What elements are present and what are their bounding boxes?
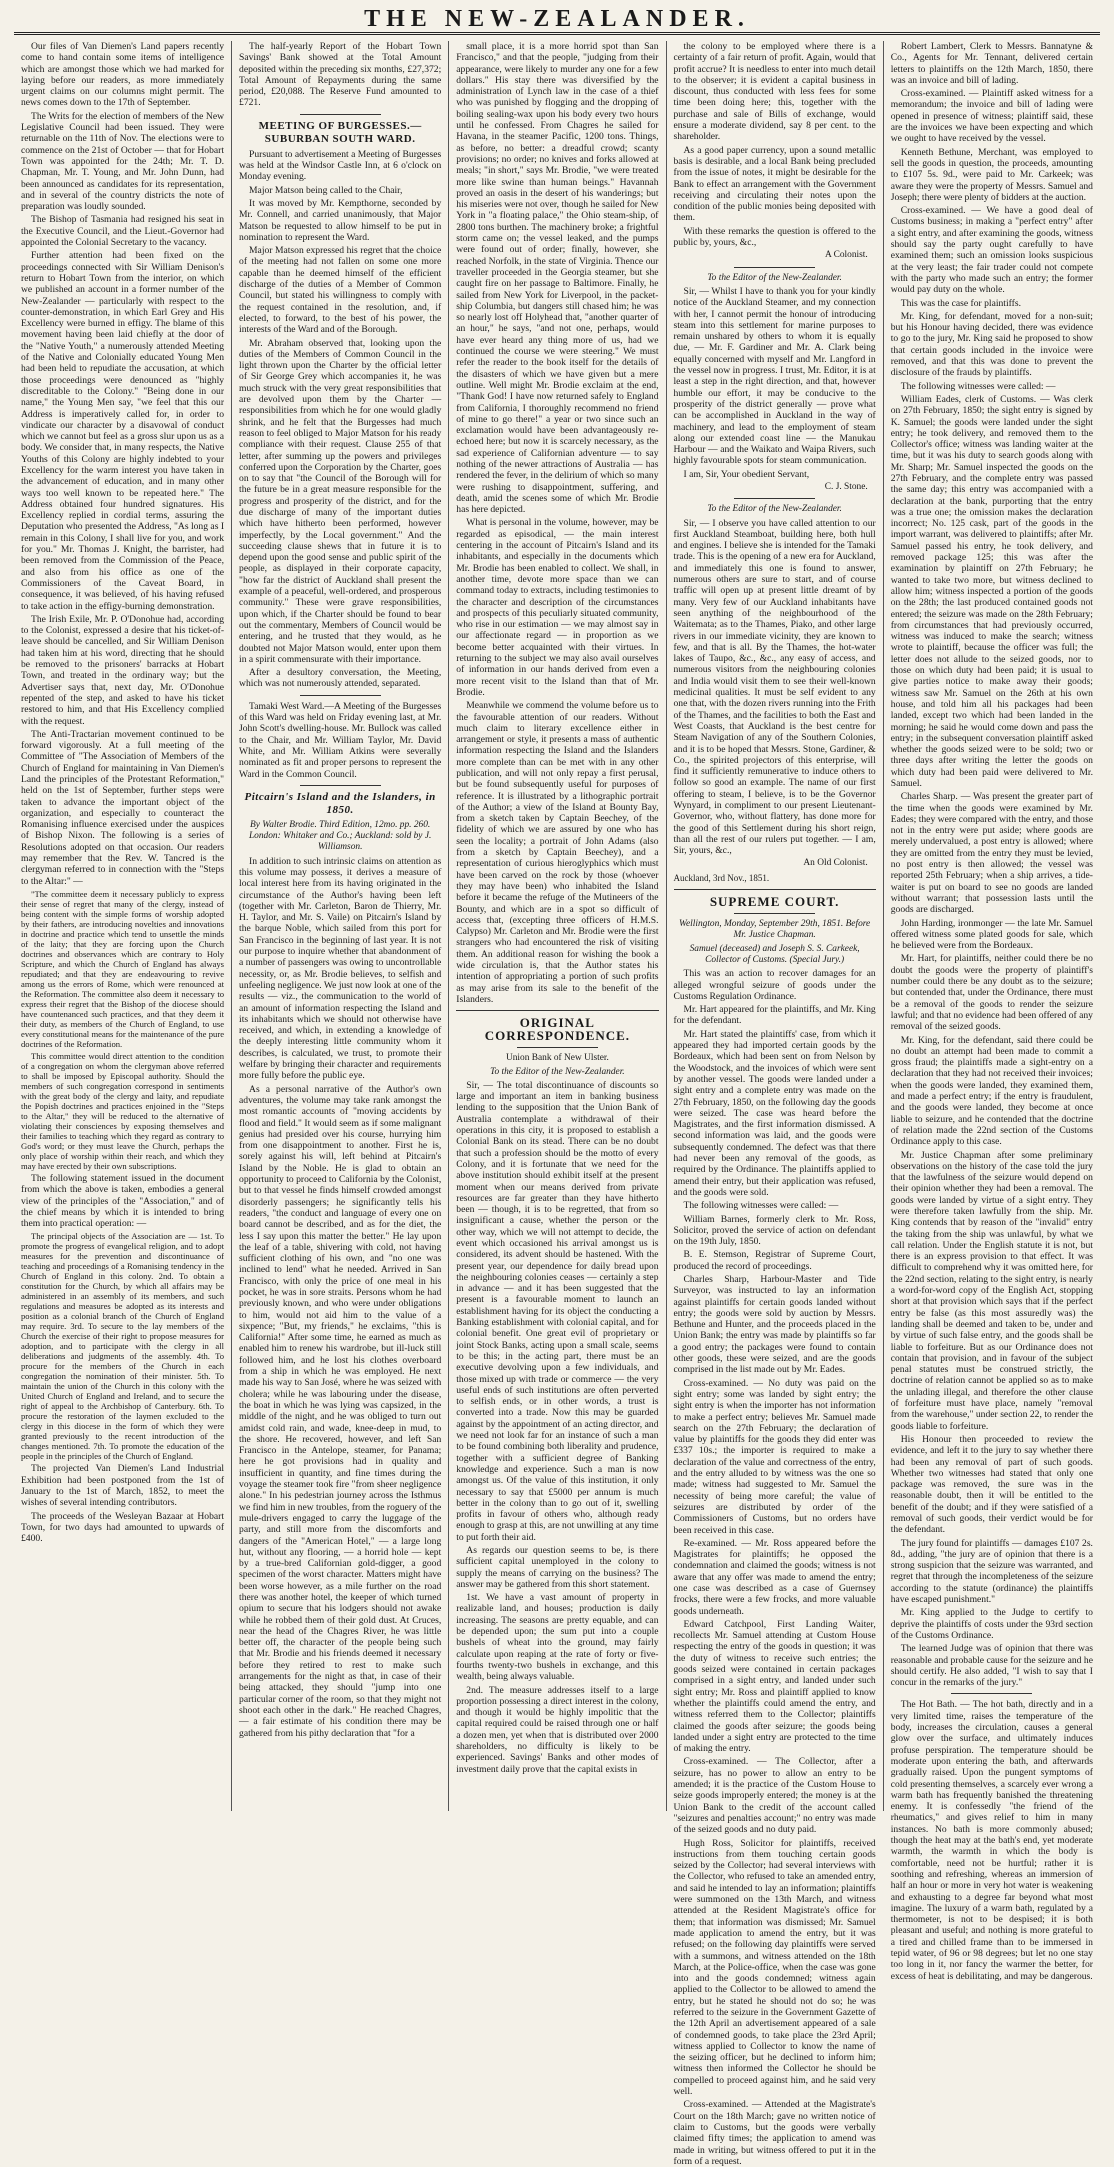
paragraph: William Barnes, formerly clerk to Mr. Ross, Solicitor, proved the service of action on defendant on the 19th July, 1850. [673, 1213, 876, 1248]
divider [734, 913, 815, 914]
paragraph: Cross-examined. — No duty was paid on the sight entry; some was landed by sight entry; the sight entry is when the importer has not information to make a perfect entry; believes Mr. Samuel made search on the 27th February; the declaration of value by plaintiffs for the goods they did enter was £337 10s.; the importer is required to make a declaration of the value and correctness of the entry, and the entry alluded to by witness was the one so made; witness had suggested to Mr. Samuel the necessity of being more careful; the value of seizures are distributed by order of the Commissioners of Customs, but no orders have been received in this case. [673, 1377, 876, 1536]
signature: A Colonist. [825, 250, 868, 261]
paragraph: Major Matson being called to the Chair, [249, 184, 403, 196]
paragraph: Mr. Hart stated the plaintiffs' case, from which it appeared they had imported certain goods by the Bordeaux, which had been sent on from Nelson by the Woodstock, and the invoices of which were sent by another vessel. The goods were landed under a sight entry and a complete entry was made on the 27th February, 1850, on the following day the goods were seized. The case was heard before the Magistrates, and the first information dismissed. A second information was laid, and the goods were subsequently condemned. The defect was that there had never been any removal of the goods, as required by the Ordinance. The plaintiffs applied to amend their entry, but their application was refused, and the goods were sold. [673, 1028, 876, 1198]
paragraph: The jury found for plaintiffs — damages £107 2s. 8d., adding, "the jury are of opinion that there is a strong suspicion that the seizure was warranted, and regret that through the incompleteness of the seizure according to the statute (ordinance) the plaintiffs have escaped punishment." [890, 1537, 1093, 1606]
paragraph: Re-examined. — Mr. Ross appeared before the Magistrates for plaintiffs; he opposed the condemnation and claimed the goods; witness is not aware that any offer was made to amend the entry; one case was described as a case of Guernsey frocks, there were a few frocks, and more valuable goods underneath. [673, 1537, 876, 1617]
paragraph: In addition to such intrinsic claims on attention as this volume may possess, it derives a measure of local interest here from its having originated in the circumstance of the Author's having been left (together with Mr. Carleton, Baron de Thierry, Mr. H. Taylor, and Mr. S. Vaile) on Pitcairn's Island by the barque Noble, which sailed from this port for San Francisco in the beginning of last year. It is not our purpose to inquire whether that abandonment of a number of passengers was owing to uncontrollable necessity, or, as Mr. Brodie believes, to selfish and unfeeling negligence. We just now look at one of the results — viz., the communication to the world of an amount of information respecting the Island and its inhabitants which we should not otherwise have received, and which, in extending a knowledge of the deeply interesting little community whom it describes, is calculated, we trust, to promote their welfare by bringing their character and requirements more fully before the public eye. [239, 855, 442, 1082]
paragraph: 2nd. The measure addresses itself to a large proportion possessing a direct interest in the colony, and though it would be highly impolitic that the capital required could be raised through one or half a dozen men, yet when that is distributed over 2000 shareholders, no difficulty is likely to be experienced. Savings' Banks and other modes of investment daily prove that the capital exists in [456, 1684, 659, 1775]
divider [456, 1010, 658, 1011]
paragraph: Sir, — The total discontinuance of discounts so large and important an item in banking business lending to the supposition that the Union Bank of Australia contemplate a withdrawal of their operations in this city, it is proposed to establish a Colonial Bank on its stead. There can be no doubt that such a profession should be the motto of every Colony, and it is fortunate that we need for the above institution should exhibit itself at the present moment when our means derived from private resources are far greater than they have hitherto been — though, it is to be regretted, that from so insignificant a cause, whether the person or the other way, which we will not attempt to decide, the event which occasioned his arrival amongst us is considered, its advent should be hastened. With the present year, our dependence for daily bread upon the neighbouring colonies ceases — certainly a step in advance — and it has been suggested that the present is a favourable moment to launch an establishment having for its object the conducting a Banking establishment with colonial capital, and for colonial benefit. One great evil of proprietary or joint Stock Banks, acting upon a small scale, seems to be this; in the acting part, there must be an executive devolving upon a few individuals, and those mixed up with trade or commerce — the very useful ends of such institutions are often perverted to selfish ends, or in other words, a trust is converted into a trade. Now this may be guarded against by the appointment of an acting director, and we need not look far for an instance of such a man to be found combining both liberality and prudence, together with a sufficient degree of Banking knowledge and experience. Such a man is now amongst us. Of the value of this institution, it only necessary to say that £5000 per annum is much better in the colony than to go out of it, swelling profits in favour of others who, although ready enough to grasp at this, are not unwilling at any time to put forth their aid. [456, 1079, 659, 1543]
divider [674, 889, 876, 890]
paragraph: The Bishop of Tasmania had resigned his seat in the Executive Council, and the Lieut.-Governor had appointed the Colonial Secretary to the vacancy. [21, 214, 225, 249]
quoted-resolution: This committee would direct attention to the condition of a congregation on whom the clergyman above referred to shall be imposed by Episcopal authority. Should the members of such congregation correspond in sentiments with the great body of the clergy and laity, and repudiate the Popish doctrines and practices enjoined in the "Steps to the Altar," they will be reduced to the alternative of violating their consciences by exposing themselves and their families to teaching which they regard as contrary to God's word; or they must leave the Church, perhaps the only place of worship within their reach, and which they may have erected by their own subscriptions. [21, 1050, 225, 1171]
paragraph: The following witnesses were called: — [900, 380, 1056, 392]
paragraph: I am, Sir, Your obedient Servant, [683, 468, 810, 480]
paragraph: His Honour then proceeded to review the evidence, and left it to the jury to say whether there had been any removal of part of such goods. Whether two witnesses had stated that only one package was removed, the sure was in the reasonable doubt, then it will be entitled to the benefit of the doubt; and if they were satisfied of a removal of such goods, their verdict would be for the defendant. [890, 1433, 1093, 1536]
paragraph: It was moved by Mr. Kempthorne, seconded by Mr. Connell, and carried unanimously, that Major Matson be requested to allow himself to be put in nomination to represent the Ward. [239, 197, 442, 243]
paragraph: Mr. King, for defendant, moved for a non-suit; but his Honour having decided, there was evidence to go to the jury, Mr. King said he proposed to show that certain goods included in the invoice were removed, and that this was done to prevent the disclosure of the frauds by plaintiffs. [890, 310, 1093, 379]
signature: An Old Colonist. [803, 858, 868, 869]
paragraph: The learned Judge was of opinion that there was reasonable and probable cause for the seizure and he should certify. He also added, "I wish to say that I concur in the remarks of the jury." [890, 1643, 1093, 1689]
masthead: THE NEW-ZEALANDER. [14, 6, 1100, 35]
book-review-title: Pitcairn's Island and the Islanders, in 1850. [244, 790, 436, 816]
letter-date: Auckland, 3rd Nov., 1851. [673, 872, 770, 883]
paragraph: Cross-examined. — We have a good deal of Customs business; in making a "perfect entry" after a sight entry, and after examining the goods, witness should say the party ought carefully to have examined them; such an omission looks suspicious at the very least; the fair trader could not compete with the party who made such an entry; the former would pay duty on the whole. [890, 205, 1093, 296]
paragraph: With these remarks the question is offered to the public by, yours, &c., [673, 225, 876, 249]
divider [734, 498, 815, 499]
columns [14, 41, 1100, 2167]
paragraph: Mr. King applied to the Judge to certify to deprive the plaintiffs of costs under the 93rd section of the Customs Ordinance. [890, 1607, 1093, 1641]
divider [300, 785, 381, 786]
paragraph: Cross-examined. — The Collector, after a seizure, has no power to allow an entry to be amended; it is the practice of the Custom House to seize goods improperly entered; the money is at the Union Bank to the credit of the account called "seizures and penalties account;" no entry was made of the seized goods and no duty paid. [673, 1756, 876, 1836]
paragraph: small place, it is a more horrid spot than San Francisco," and that the people, "judging from their appearance, were likely to murder any one for a few dollars." His stay there was diversified by the administration of Lynch law in the case of a thief who was punished by flogging and the dropping of boiling sealing-wax upon his body every two hours until he confessed. From Chagres he sailed for Havana, in the steamer Pacific, 1200 tons. Things, as before, no better: a dreadful crowd; scanty provisions; no order; no knives and forks allowed at meals; "in short," says Mr. Brodie, "we were treated more like swine than human beings." Havannah proved an oasis in the desert of his wanderings; but his miseries were not over, though he sailed for New York in "a floating palace," the Ohio steam-ship, of 2800 tons burthen. The machinery broke; a frightful storm came on; the vessel leaked, and the pumps were found out of order; finally, however, she reached Norfolk, in the state of Virginia. Thence our traveller proceeded in the Georgia steamer, but she caught fire on her passage to Baltimore. Finally, he sailed from New York for Liverpool, in the packet-ship Columbia, but dangers still chased him; he was so nearly lost off Holyhead that, "another quarter of an hour," he says, "and not one, perhaps, would have ever heard any thing more of us, had we continued the course we were steering." We must refer the reader to the book itself for the details of the disasters of which we have given but a mere outline. Well might Mr. Brodie exclaim at the end, "Thank God! I have now returned safely to England from California, I thoroughly recommend no friend of mine to go there!" a year or two since such an exclamation would have been advantageously re-echoed here; but now it is scarcely necessary, as the sad experience of Californian adventure — to say nothing of the newer attractions of Australia — has rendered the fever, in the delirium of which so many were rushing to disappointment, suffering, and death, amid the scenes some of which Mr. Brodie has here depicted. [456, 41, 659, 516]
paragraph: Tamaki West Ward.—A Meeting of the Burgesses of this Ward was held on Friday evening last, at Mr. John Scott's dwelling-house. Mr. Bullock was called to the Chair, and Mr. William Taylor, Mr. David White, and Mr. William Atkins were severally nominated as fit and proper persons to represent the Ward in the Common Council. [239, 700, 442, 780]
divider [300, 114, 381, 115]
paragraph: Mr. Hart, for plaintiffs, neither could there be no doubt the goods were the property of plaintiff's number could there be any doubt as to the seizure; but contended that, under the Ordinance, there must be a removal of the goods to render the seizure lawful; and that no evidence had been offered of any removal of the seized goods. [890, 953, 1093, 1033]
paragraph: the colony to be employed where there is a certainty of a fair return of profit. Again, would that profit accrue? It is needless to enter into much detail to the observer; it is evident a capital business in discount, thus conducted with less fees for some time been doing here; this, together with the purchase and sale of Bills of exchange, would ensure a moderate dividend, say 8 per cent. to the shareholder. [673, 41, 876, 143]
section-heading: MEETING OF BURGESSES.—SUBURBAN SOUTH WARD. [258, 119, 422, 145]
paragraph: Sir, — I observe you have called attention to our first Auckland Steamboat, building here, both hull and engines. I believe she is intended for the Tamaki trade. This is the opening of a new era for Auckland, and immediately this one is found to answer, numerous others are sure to start, and of course traffic will open up at present little dreamt of by many. Very few of our Auckland inhabitants have seen anything of the neighbourhood of the Waitemata; as to the Thames, Piako, and other large rivers in our immediate vicinity, they are known to few, and that is all. By the Thames, the hot-water lakes of Taupo, &c., &c., any easy of access, and numerous visitors from the neighbouring colonies and India would visit them to see their well-known medicinal qualities. It must be self evident to any one that, with the dozen rivers running into the Frith of the Thames, and the facilities to both the East and West Coasts, that Auckland is the best centre for Steam Navigation of any of the Southern Colonies, and it is to be hoped that Messrs. Stone, Gardiner, & Co., the spirited projectors of this enterprise, will find it sufficiently remunerative to induce others to follow so good an example. The name of our first offering to steam, I believe, is to be the Governor Wynyard, in compliment to our present Lieutenant-Governor, who, without flattery, has done more for the good of this Settlement during his short reign, than all the rest of our rulers put together. — I am, Sir, yours, &c., [673, 517, 876, 857]
column-2 [231, 41, 448, 1811]
paragraph: The Irish Exile, Mr. P. O'Donohue had, according to the Colonist, expressed a desire that his ticket-of-leave should be cancelled, and Sir William Denison had taken him at his word, directing that he should be removed to the prisoners' barracks at Hobart Town, and treated in the ordinary way; but the Advertiser says that, next day, Mr. O'Donohue repented of the step, and asked to have his ticket restored to him, and that His Excellency complied with the request. [21, 613, 225, 727]
paragraph: Mr. Hart appeared for the plaintiffs, and Mr. King for the defendant. [673, 1004, 876, 1027]
paragraph: Charles Sharp. — Was present the greater part of the time when the goods were examined by Mr. Eades; they were compared with the entry, and those not in the entry were put aside; where goods are merely undervalued, a post entry is allowed; where they are omitted from the entry they must be levied, no post entry is then allowed; the vessel was reported 25th February; when a ship arrives, a tide-waiter is put on board to see no goods are landed without warrant; that possession lasts until the goods are discharged. [890, 791, 1093, 916]
paragraph: The Anti-Tractarian movement continued to be forward vigorously. At a full meeting of the Committee of "The Association of Members of the Church of England for maintaining in Van Diemen's Land the principles of the Protestant Reformation," held on the 1st of September, further steps were taken to advance the important object of the organization, and especially to counteract the Romanising influence exercised under the auspices of Bishop Nixon. The following is a series of Resolutions adopted on that occasion. Our readers may remember that the Rev. W. Tancred is the clergyman referred to in connection with the "Steps to the Altar:" — [21, 728, 225, 887]
paragraph: As a good paper currency, upon a sound metallic basis is desirable, and a local Bank being precluded from the issue of notes, it might be desirable for the Bank to effect an arrangement with the Government receiving and circulating their notes upon the condition of the public monies being deposited with them. [673, 144, 876, 224]
paragraph: This was an action to recover damages for an alleged wrongful seizure of goods under the Customs Regulation Ordinance. [673, 968, 876, 1002]
paragraph: As regards our question seems to be, is there sufficient capital unemployed in the colony to supply the means of carrying on the business? The answer may be gathered from this short statement. [456, 1545, 659, 1590]
paragraph: Cross-examined. — Plaintiff asked witness for a memorandum; the invoice and bill of lading were opened in presence of witness; plaintiff said, these are the invoices we have been expecting and which we ought to have received by the vessel. [890, 88, 1093, 145]
paragraph: This was the case for plaintiffs. [900, 297, 1021, 309]
paragraph: The half-yearly Report of the Hobart Town Savings' Bank showed at the Total Amount deposited within the preceding six months, £27,372; Total Amount of Repayments during the same period, £20,088. The Reserve Fund amounted to £721. [239, 41, 442, 109]
paragraph: After a desultory conversation, the Meeting, which was not numerously attended, separated. [239, 667, 442, 690]
paragraph: Our files of Van Diemen's Land papers recently come to hand contain some items of intelligence which are amongst those which we had marked for laying before our readers, as more immediately urgent claims on our columns might permit. The news comes down to the 17th of September. [21, 41, 225, 109]
divider [951, 1693, 1032, 1694]
paragraph: The Writs for the election of members of the New Legislative Council had been issued. They were returnable on the 11th of Nov. The elections were to commence on the 21st of October — that for Hobart Town was appointed for the 24th; Mr. T. D. Chapman, Mr. T. Young, and Mr. John Dunn, had been announced as candidates for its representation, and in several of the country districts the note of preparation was loudly sounded. [21, 110, 225, 213]
section-heading: SUPREME COURT. [709, 894, 840, 910]
objects-list: The principal objects of the Association are — 1st. To promote the progress of evangelical religion, and to adopt measures for the prevention and discontinuance of teaching and proceedings of a Romanising tendency in the Church of England in this colony. 2nd. To obtain a constitution for the Church, by which all affairs may be administered in an assembly of its members, and such regulations and measures be adopted as its interests and position as a colonial branch of the Church of England may require. 3rd. To secure to the lay members of the Church the exercise of their right to propose measures for adoption, and to participate with the clergy in all deliberations and judgments of the assembly. 4th. To procure for the members of the Church in each congregation the nomination of their minister. 5th. To maintain the union of the Church in this colony with the United Church of England and Ireland, and to secure the right of appeal to the Archbishop of Canterbury. 6th. To procure the restoration of the laymen excluded to the clergy in this diocese in the form of which they were granted previously to the recent introduction of the changes mentioned. 7th. To promote the education of the people in the principles of the Church of England. [21, 1231, 225, 1462]
paragraph: Pursuant to advertisement a Meeting of Burgesses was held at the Windsor Castle Inn, at 6 o'clock on Monday evening. [239, 148, 442, 183]
paragraph: John Harding, ironmonger — the late Mr. Samuel offered witness some plated goods for sale, which he believed were from the Bordeaux. [890, 917, 1093, 952]
divider [734, 267, 815, 268]
paragraph: Mr. Abraham observed that, looking upon the duties of the Members of Common Council in the light thrown upon the Charter by the official letter of Sir George Grey which accompanies it, he was much struck with the very great responsibilities that are devolved upon them by the Charter — responsibilities from which he for one would gladly shrink, and he felt that the Burgesses had much reason to feel obliged to Major Matson for his ready compliance with their request. Clause 255 of that letter, after summing up the powers and privileges conferred upon the Corporation by the Charter, goes on to say that "the Council of the Borough will for the future be in a great measure responsible for the progress and prosperity of the district, and for the due discharge of many of the important duties which have hitherto been performed, however imperfectly, by the Local government." And the succeeding clause shews that in future it is to depend upon the good sense and public spirit of the people, as displayed in their corporate capacity, "how far the district of Auckland shall present the example of a peaceful, well-ordered, and prosperous community." These were grave responsibilities, upon which, if the Charter should be found to bear out the commentary, Members of Council would be entering, and he trusted that they would, as he doubted not Major Matson would, enter upon them in a spirit commensurate with their importance. [239, 337, 442, 665]
paragraph: Robert Lambert, Clerk to Messrs. Bannatyne & Co., Agents for Mr. Tennant, delivered certain letters to plaintiffs on the 12th March, 1850, there was an invoice and bill of lading. [890, 41, 1093, 86]
paragraph: Sir, — Whilst I have to thank you for your kindly notice of the Auckland Steamer, and my connection with her, I cannot permit the honour of introducing steam into this settlement for marine purposes to remain unshared by others to whom it is equally due, — Mr. F. Gardiner and Mr. A. Clark being equally concerned with myself and Mr. Langford in the vessel now in progress. I trust, Mr. Editor, it is at least a step in the right direction, and that, however humble our effort, it may be conducive to the prosperity of the district generally — prove what can be accomplished in Auckland in the way of machinery, and lead to the employment of steam along our extended coast line — the Manukau Harbour — and the Waikato and Waipa Rivers, such highly favourable spots for steam communication. [673, 285, 876, 467]
letter-addressee: To the Editor of the New-Zealander. [490, 1066, 625, 1077]
divider [300, 695, 381, 696]
section-heading: ORIGINAL CORRESPONDENCE. [484, 1015, 631, 1044]
paragraph: 1st. We have a vast amount of property in realizable land, and houses; production is daily increasing. The seasons are pretty equable, and can be depended upon; the sum put into a couple bushels of wheat into the ground, may fairly calculate upon reaping at the rate of forty or five-fourths twenty-two bushels in exchange, and this wealth, being always valuable. [456, 1592, 659, 1683]
paragraph: As a personal narrative of the Author's own adventures, the volume may take rank amongst the most romantic accounts of "moving accidents by flood and field." It would seem as if some malignant genius had presided over his course, hurrying him from one disappointment to another. First he is, sorely against his will, left behind at Pitcairn's Island by the Noble. He is glad to obtain an opportunity to proceed to California by the Colonist, but to that vessel he finds himself crowded amongst disorderly passengers; he significantly tells his readers, "the conduct and language of every one on board cannot be described, and as for the diet, the less I say upon this matter the better." He lay upon the leaf of a table, shivering with cold, not having sufficient clothing of his own, and "no one was inclined to lend" what he needed. Arrived in San Francisco, with only the price of one meal in his pocket, he was in sore straits. Persons whom he had previously known, and who were under obligations to him, would not aid him to the value of a sixpence; "But, my friends," he exclaims, "this is California!" After some time, he earned as much as enabled him to renew his wardrobe, but ill-luck still followed him, and he lost his clothes overboard from a ship in which he was employed. He next made his way to San José, where he was seized with cholera; while he was labouring under the disease, the boat in which he was lying was capsized, in the middle of the night, and he was obliged to turn out amidst cold rain, and wade, knee-deep in mud, to the shore. He recovered, however, and left San Francisco in the Antelope, steamer, for Panama; here he got provisions had in quality and insufficient in quantity, and fine times during the voyage the steamer took fire "from sheer negligence alone." In his pedestrian journey across the Isthmus we find him in new troubles, from the roguery of the mule-drivers engaged to carry the luggage of the party, and still more from the discomforts and dangers of the "American Hotel," — a large long hut, without any flooring, — a horrid hole — kept by a true-bred Californian gold-digger, a good specimen of the worst character. Matters might have been worse however, as a mile further on the road there was another hotel, the keeper of which turned opium to secure that his lodgers should not awake while he robbed them of their gold dust. At Cruces, near the head of the Chagres River, he was little better off, the character of the people being such that Mr. Brodie and his friends deemed it necessary before they retired to rest to make such arrangements for the night as that, in case of their being attacked, they should "jump into one particular corner of the room, so that they might not shoot each other in the dark." He reached Chagres, — a fair estimate of his condition there may be gathered from his pithy declaration that "for a [239, 1083, 442, 1739]
paragraph: Hugh Ross, Solicitor for plaintiffs, received instructions from them touching certain goods seized by the Collector; had several interviews with the Collector, who refused to take an amended entry, and said he intended to lay an information; plaintiffs were summoned on the 13th March, and witness attended at the Resident Magistrate's office for them; that information was dismissed; Mr. Samuel made application to amend the entry, but it was refused; on the following day plaintiffs were served with a summons, and witness attended on the 18th March, at the Police-office, when the case was gone into and the goods condemned; witness again applied to the Collector to be allowed to amend the entry, but he stated he should not do so; he was referred to the seizure in the Government Gazette of the 12th April an advertisement appeared of a sale of condemned goods, to take place the 23rd April; witness applied to Collector to know the name of the seizing officer, but he declined to inform him; witness then informed the Collector he should be compelled to proceed against him, and he said very well. [673, 1837, 876, 2098]
divider [517, 1047, 598, 1048]
paragraph: Mr. King, for the defendant, said there could be no doubt an attempt had been made to commit a gross fraud; the plaintiffs made a sight-entry on a declaration that they had not received their invoices; when the goods were landed, they examined them, and made a perfect entry; if the entry is fraudulent, and the goods were landed, they become at once liable to seizure, and he contended that the doctrine of relation made the 22nd section of the Customs Ordinance apply to this case. [890, 1034, 1093, 1148]
court-session: Wellington, Monday, September 29th, 1851. Before Mr. Justice Chapman. [679, 919, 871, 941]
letter-heading: Union Bank of New Ulster. [505, 1053, 609, 1064]
column-3 [448, 41, 665, 1811]
column-4 [666, 41, 883, 2167]
paragraph: Charles Sharp, Harbour-Master and Tide Surveyor, was instructed to lay an information against plaintiffs for certain goods landed without entry; the goods were sold by auction by Messrs. Bethune and Hunter, and the proceeds placed in the Union Bank; the entry was made by plaintiffs so far a good entry; the packages were found to contain other goods, these were seized, and are the goods comprised in the list made out by Mr. Eades. [673, 1273, 876, 1376]
paragraph: B. E. Stemson, Registrar of Supreme Court, produced the record of proceedings. [673, 1249, 876, 1272]
column-5 [883, 41, 1100, 1982]
paragraph: The following statement issued in the document from which the above is taken, embodies a general view of the principles of the "Association," and of the chief means by which it is intended to bring them into practical operation: — [21, 1172, 225, 1230]
paragraph: Cross-examined. — Attended at the Magistrate's Court on the 18th March; gave no written notice of claim to Customs, but the goods were verbally claimed fifty times; the application to amend was made in writing, but witness offered to put it in the form of a request. [673, 2099, 876, 2167]
paragraph: Edward Catchpool, First Landing Waiter, recollects Mr. Samuel attending at Custom House respecting the entry of the goods in question; it was the duty of witness to receive such entries; the goods seized were contained in certain packages comprised in a sight entry, and landed under such sight entry; Mr. Ross and plaintiff applied to know whether the plaintiffs could amend the entry, and witness referred them to the Collector; plaintiffs claimed the goods after seizure; the goods being landed under a sight entry are protected to the time of making the entry. [673, 1618, 876, 1755]
paragraph: The following witnesses were called: — [683, 1200, 839, 1212]
paragraph: The projected Van Diemen's Land Industrial Exhibition had been postponed from the 1st of January to the 1st of March, 1852, to meet the wishes of several intending contributors. [21, 1463, 225, 1509]
paragraph: What is personal in the volume, however, may be regarded as episodical, — the main interest centering in the account of Pitcairn's Island and its inhabitants, and especially in the documents which Mr. Brodie has been enabled to collect. We shall, in another time, devote more space than we can command today to extracts, including testimonies to the character and description of the circumstances and prospects of this peculiarly situated community, who rise in our estimation — we may almost say in our affectionate regard — in proportion as we become better acquainted with their virtues. In returning to the subject we may also avail ourselves of information in our hands derived from even a more recent visit to the Island than that of Mr. Brodie. [456, 517, 659, 698]
letter-addressee: To the Editor of the New-Zealander. [707, 504, 842, 515]
book-review-byline: By Walter Brodie. Third Edition, 12mo. pp. 260. London: Whitaker and Co.; Auckland: sold by J. Williamson. [248, 819, 432, 853]
paragraph: Meanwhile we commend the volume before us to the favourable attention of our readers. Without much claim to literary excellence either in arrangement or style, it presents a mass of authentic information respecting the Island and the Islanders more complete than can be met with in any other publication, and will not only repay a first perusal, but be found subsequently useful for purposes of reference. It is illustrated by a lithographic portrait of the Author; a view of the Island at Bounty Bay, from a sketch taken by Captain Beechey, of the fidelity of which we are assured by one who has seen the locality; a portrait of John Adams (also from a sketch by Captain Beechey), and a representation of curious hieroglyphics which must have been carved on the rock by those (whoever they may have been) who inhabited the Island before it became the refuge of the Mutineers of the Bounty, and which are in a spot so difficult of access that, (excepting three officers of H.M.S. Calypso) Mr. Carleton and Mr. Brodie were the first strangers who had encountered the risk of visiting them. An additional reason for wishing the book a wide circulation is, that the Author states his intention of appropriating a portion of such profits as may arise from its sale to the benefit of the Islanders. [456, 700, 659, 1005]
column-1 [14, 41, 231, 1811]
letter-addressee: To the Editor of the New-Zealander. [707, 272, 842, 283]
quoted-resolution: "The committee deem it necessary publicly to express their sense of regret that many of the clergy, instead of being content with the simple forms of worship adopted by their fathers, are introducing novelties and innovations in doctrine and practice which tend to unsettle the minds of the laity; that they are forcing upon the Church doctrines and observances which are contrary to Holy Scripture, and which the Church of England has always repudiated; and that they are endeavouring to revive among us the errors of Rome, which were renounced at the Reformation. The committee also deem it necessary to express their regret that the Bishop of the diocese should have countenanced such practices, and that they deem it their duty, as members of the Church of England, to use every constitutional means for the maintenance of the pure doctrines of the Reformation. [21, 888, 225, 1049]
paragraph: William Eades, clerk of Customs. — Was clerk on 27th February, 1850; the sight entry is signed by K. Samuel; the goods were landed under the sight entry; he took delivery, and removed them to the Collector's office; witness was landing waiter at the time, but it was his duty to search goods along with Mr. Sharp; Mr. Samuel inspected the goods on the 27th February, and the complete entry was passed the same day; this entry was accompanied with a declaration at the bank, purporting that the entry was a true one; the omission makes the declaration incorrect; No. 125 cask, part of the goods in the import warrant, was delivered to plaintiffs; after Mr. Samuel passed his entry, he took delivery, and removed package 125; this was after the examination by plaintiff on 27th February; he wanted to take two more, but witness declined to allow him; witness inspected a portion of the goods on the 28th; the last produced contained goods not entered; the seizure was made on the 28th February; from circumstances that had previously occurred, witness was induced to make the search; witness wrote to plaintiff, because the officer was full; the letter does not allude to the seized goods, nor to those on which duty had been paid; it is usual to give parties notice to make away their goods; witness saw Mr. Samuel on the 26th at his own house, and told him all his packages had been landed, except two which had been landed in the morning; he said he would come down and pass the entry; in the subsequent conversation plaintiff asked whether the goods seized were to be sold; two or three days after writing the letter the goods on which duty had been paid were delivered to Mr. Samuel. [890, 393, 1093, 789]
paragraph: Mr. Justice Chapman after some preliminary observations on the history of the case told the jury that the lawfulness of the seizure would depend on their opinion whether they had been a removal. The goods were landed by virtue of a sight entry. They were therefore taken lawfully from the ship. Mr. King contends that by reason of the "invalid" entry the taking from the ship was unlawful, by what we call relation. Under the English statute it is not, but there is an express provision to that effect. It was difficult to comprehend why it was omitted here, for the 22nd section, relating to the sight entry, is nearly a word-for-word copy of the English Act, stopping short at that provision which says that if the perfect entry be false (as this most assuredly was) the landing shall be deemed and taken to be, under and by virtue of such false entry, and the goods shall be liable to forfeiture. But as our Ordinance does not contain that provision, and in favour of the subject penal statutes must be construed strictly, the doctrine of relation cannot be applied so as to make the unlading illegal, and therefore the other clause of forfeiture must have place, namely "removal from the warehouse," under section 22, to render the goods liable to forfeiture. [890, 1149, 1093, 1432]
paragraph: The Hot Bath. — The hot bath, directly and in a very limited time, raises the temperature of the body, increases the circulation, causes a general glow over the surface, and ultimately induces profuse perspiration. The temperature should be moderate upon entering the bath, and afterwards gradually raised. Upon the pungent symptoms of cold presenting themselves, a scarcely ever wrong a warm bath has frequently banished the threatening enemy. It is confessedly "the friend of the rheumatics," and gives relief to him in many instances. No bath is more commonly abused; though the heat may at the bath's end, yet moderate warmth, the warmth in which the body is comfortable, need not be hurtful; rather it is soothing and refreshing, whereas an immersion of half an hour or more in very hot water is weakening and exhausting to a degree far beyond what most imagine. The luxury of a warm bath, regulated by a thermometer, is not to be despised; it is both pleasant and useful; and nothing is more grateful to a tired and chilled frame than to be immersed in tepid water, of 96 or 98 degrees; but let no one stay too long in it, nor fancy the warmer the better, for excess of heat is debilitating, and may be dangerous. [890, 1699, 1093, 1982]
signature: C. J. Stone. [824, 481, 868, 492]
paragraph: The proceeds of the Wesleyan Bazaar at Hobart Town, for two days had amounted to upwards of £400. [21, 1510, 225, 1545]
paragraph: Kenneth Bethune, Merchant, was employed to sell the goods in question, the proceeds, amounting to £107 5s. 9d., were paid to Mr. Carkeek; was aware they were the property of Messrs. Samuel and Joseph; there were plenty of bidders at the auction. [890, 146, 1093, 203]
case-title: Samuel (deceased) and Joseph S. S. Carkeek, Collector of Customs. (Special Jury.) [689, 943, 860, 965]
paragraph: Further attention had been fixed on the proceedings connected with Sir William Denison's return to Hobart Town from the interior, on which we published an account in a former number of the New-Zealander — particularly with respect to the counter-demonstration, in which Earl Grey and His Excellency were burned in effigy. The blame of this movement having been laid chiefly at the door of the "Native Youth," a numerously attended Meeting of the Native and Colonially educated Young Men had been held to repudiate the accusation, at which those proceedings were denounced as "highly discreditable to the Colony." "Being done in our name," the Young Men say, "we feel that this our Address is imperatively called for, in order to vindicate our character by a disavowal of conduct which we cannot but feel as a gross slur upon us as a body. We consider that, in many respects, the Native Youths of this Colony are highly indebted to your Excellency for the warm interest you have taken in the advancement of education, and in many other ways too well known to be repeated here." The Address obtained four hundred signatures. His Excellency replied in cordial terms, assuring the Deputation who presented the Address, "As long as I remain in this Colony, I shall live for you, and work for you." Mr. Thomas J. Knight, the barrister, had been removed from the Commission of the Peace, and also from his office as one of the Commissioners of the Caveat Board, in consequence, it was believed, of his having refused to take action in the effigy-burning demonstration. [21, 250, 225, 612]
paragraph: Major Matson expressed his regret that the choice of the meeting had not fallen on some one more capable than he deemed himself of the efficient discharge of the duties of a Member of Common Council, but stated his willingness to comply with the request contained in the resolution, and, if elected, to forward, to the best of his power, the interests of the Ward and of the Borough. [239, 245, 442, 336]
